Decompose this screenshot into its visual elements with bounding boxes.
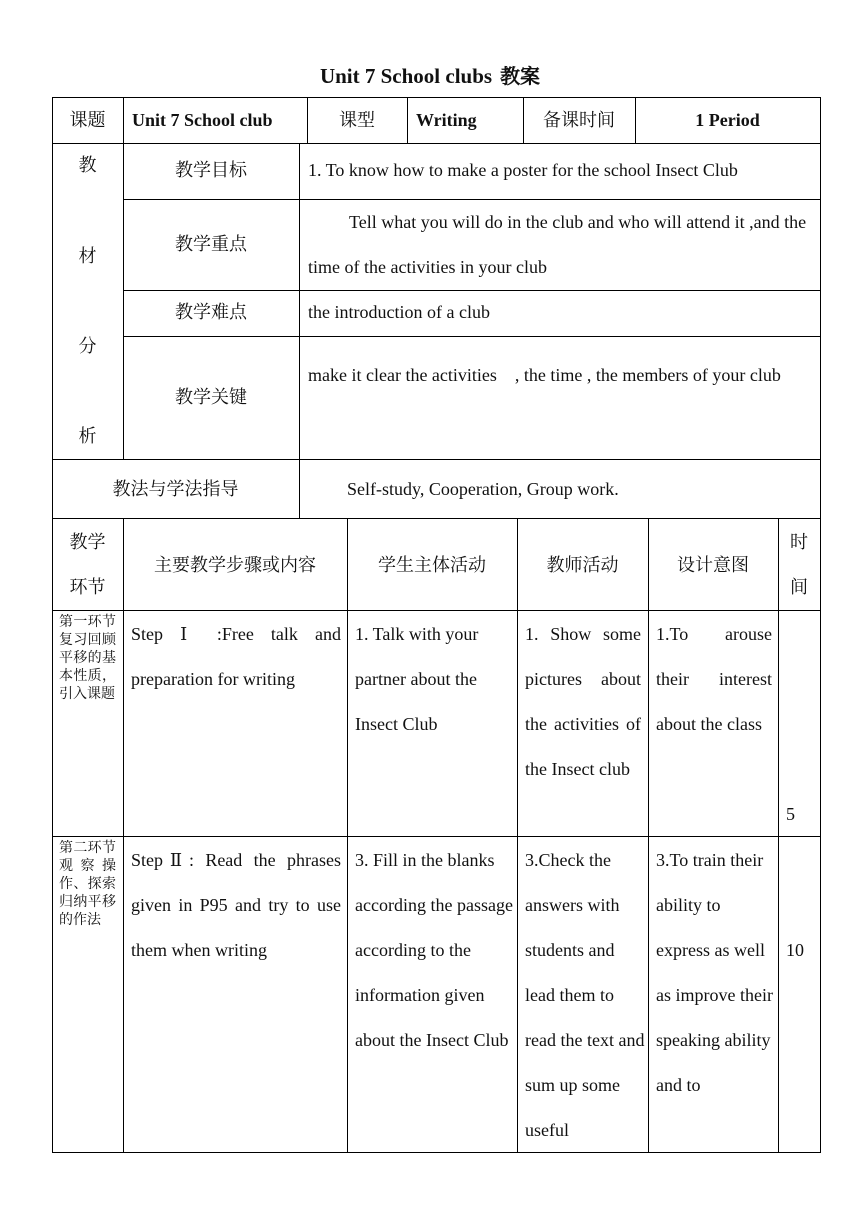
- section-header-line: 环节: [69, 577, 106, 598]
- student-activity-header: 学生主体活动: [378, 555, 486, 576]
- step-student-activity: 3. Fill in the blanks according the passage according to the information given about the Insect Club: [355, 850, 513, 1050]
- type-value: Writing: [416, 110, 477, 130]
- content-header: 主要教学步骤或内容: [154, 555, 316, 576]
- step-time: 10: [786, 940, 804, 960]
- step-section: 第一环节 复习回顾平移的基本性质，引入课题: [59, 614, 116, 702]
- difficulties-content: the introduction of a club: [308, 302, 490, 322]
- design-intent-header: 设计意图: [677, 555, 749, 576]
- step-design-intent: 1.To arouse their interest about the class: [656, 624, 772, 734]
- objective-label: 教学目标: [175, 160, 247, 181]
- title-en: Unit 7 School clubs: [319, 64, 493, 88]
- step-content: Step Ⅰ :Free talk and preparation for writing: [131, 624, 341, 689]
- topic-value: Unit 7 School club: [132, 110, 273, 130]
- methods-content: Self-study, Cooperation, Group work.: [347, 479, 619, 499]
- prep-time-value: 1 Period: [695, 110, 760, 130]
- step-section: 第二环节 观察操作、探索归纳平移的作法: [59, 840, 116, 928]
- title-cn: 教案: [500, 64, 541, 88]
- analysis-side-char: 教: [78, 155, 97, 176]
- step-content: StepⅡ: Read the phrases given in P95 and try to use them when writing: [131, 850, 341, 960]
- teacher-activity-header: 教师活动: [546, 555, 619, 576]
- key-points-label: 教学重点: [175, 234, 247, 255]
- time-header-line: 间: [790, 577, 808, 598]
- analysis-side-char: 析: [78, 426, 97, 447]
- difficulties-label: 教学难点: [175, 302, 247, 323]
- section-header: [52, 520, 123, 610]
- analysis-side-char: 材: [78, 246, 97, 267]
- step-student-activity: 1. Talk with your partner about the Insect Club: [355, 624, 479, 734]
- step-time: 5: [786, 804, 795, 824]
- methods-label: 教法与学法指导: [112, 479, 239, 500]
- document-title: [0, 60, 860, 89]
- step-teacher-activity: 3.Check the answers with students and lead them to read the text and sum up some useful: [525, 850, 645, 1140]
- key-points-content: Tell what you will do in the club and who will attend it ,and the time of the activities in your club: [308, 212, 807, 277]
- topic-label: 课题: [69, 110, 106, 131]
- key-content: make it clear the activities , the time , the members of your club: [308, 365, 781, 385]
- step-teacher-activity: 1. Show some pictures about the activities of the Insect club: [525, 624, 641, 779]
- step-design-intent: 3.To train their ability to express as well as improve their speaking ability and to: [656, 850, 773, 1095]
- time-header: [778, 520, 820, 610]
- time-header-line: 时: [790, 532, 808, 553]
- type-label: 课型: [339, 110, 375, 131]
- section-header-line: 教学: [69, 532, 106, 553]
- prep-time-label: 备课时间: [543, 110, 615, 131]
- key-label: 教学关键: [175, 387, 247, 408]
- objective-content: 1. To know how to make a poster for the school Insect Club: [308, 160, 738, 180]
- analysis-side-char: 分: [78, 336, 97, 357]
